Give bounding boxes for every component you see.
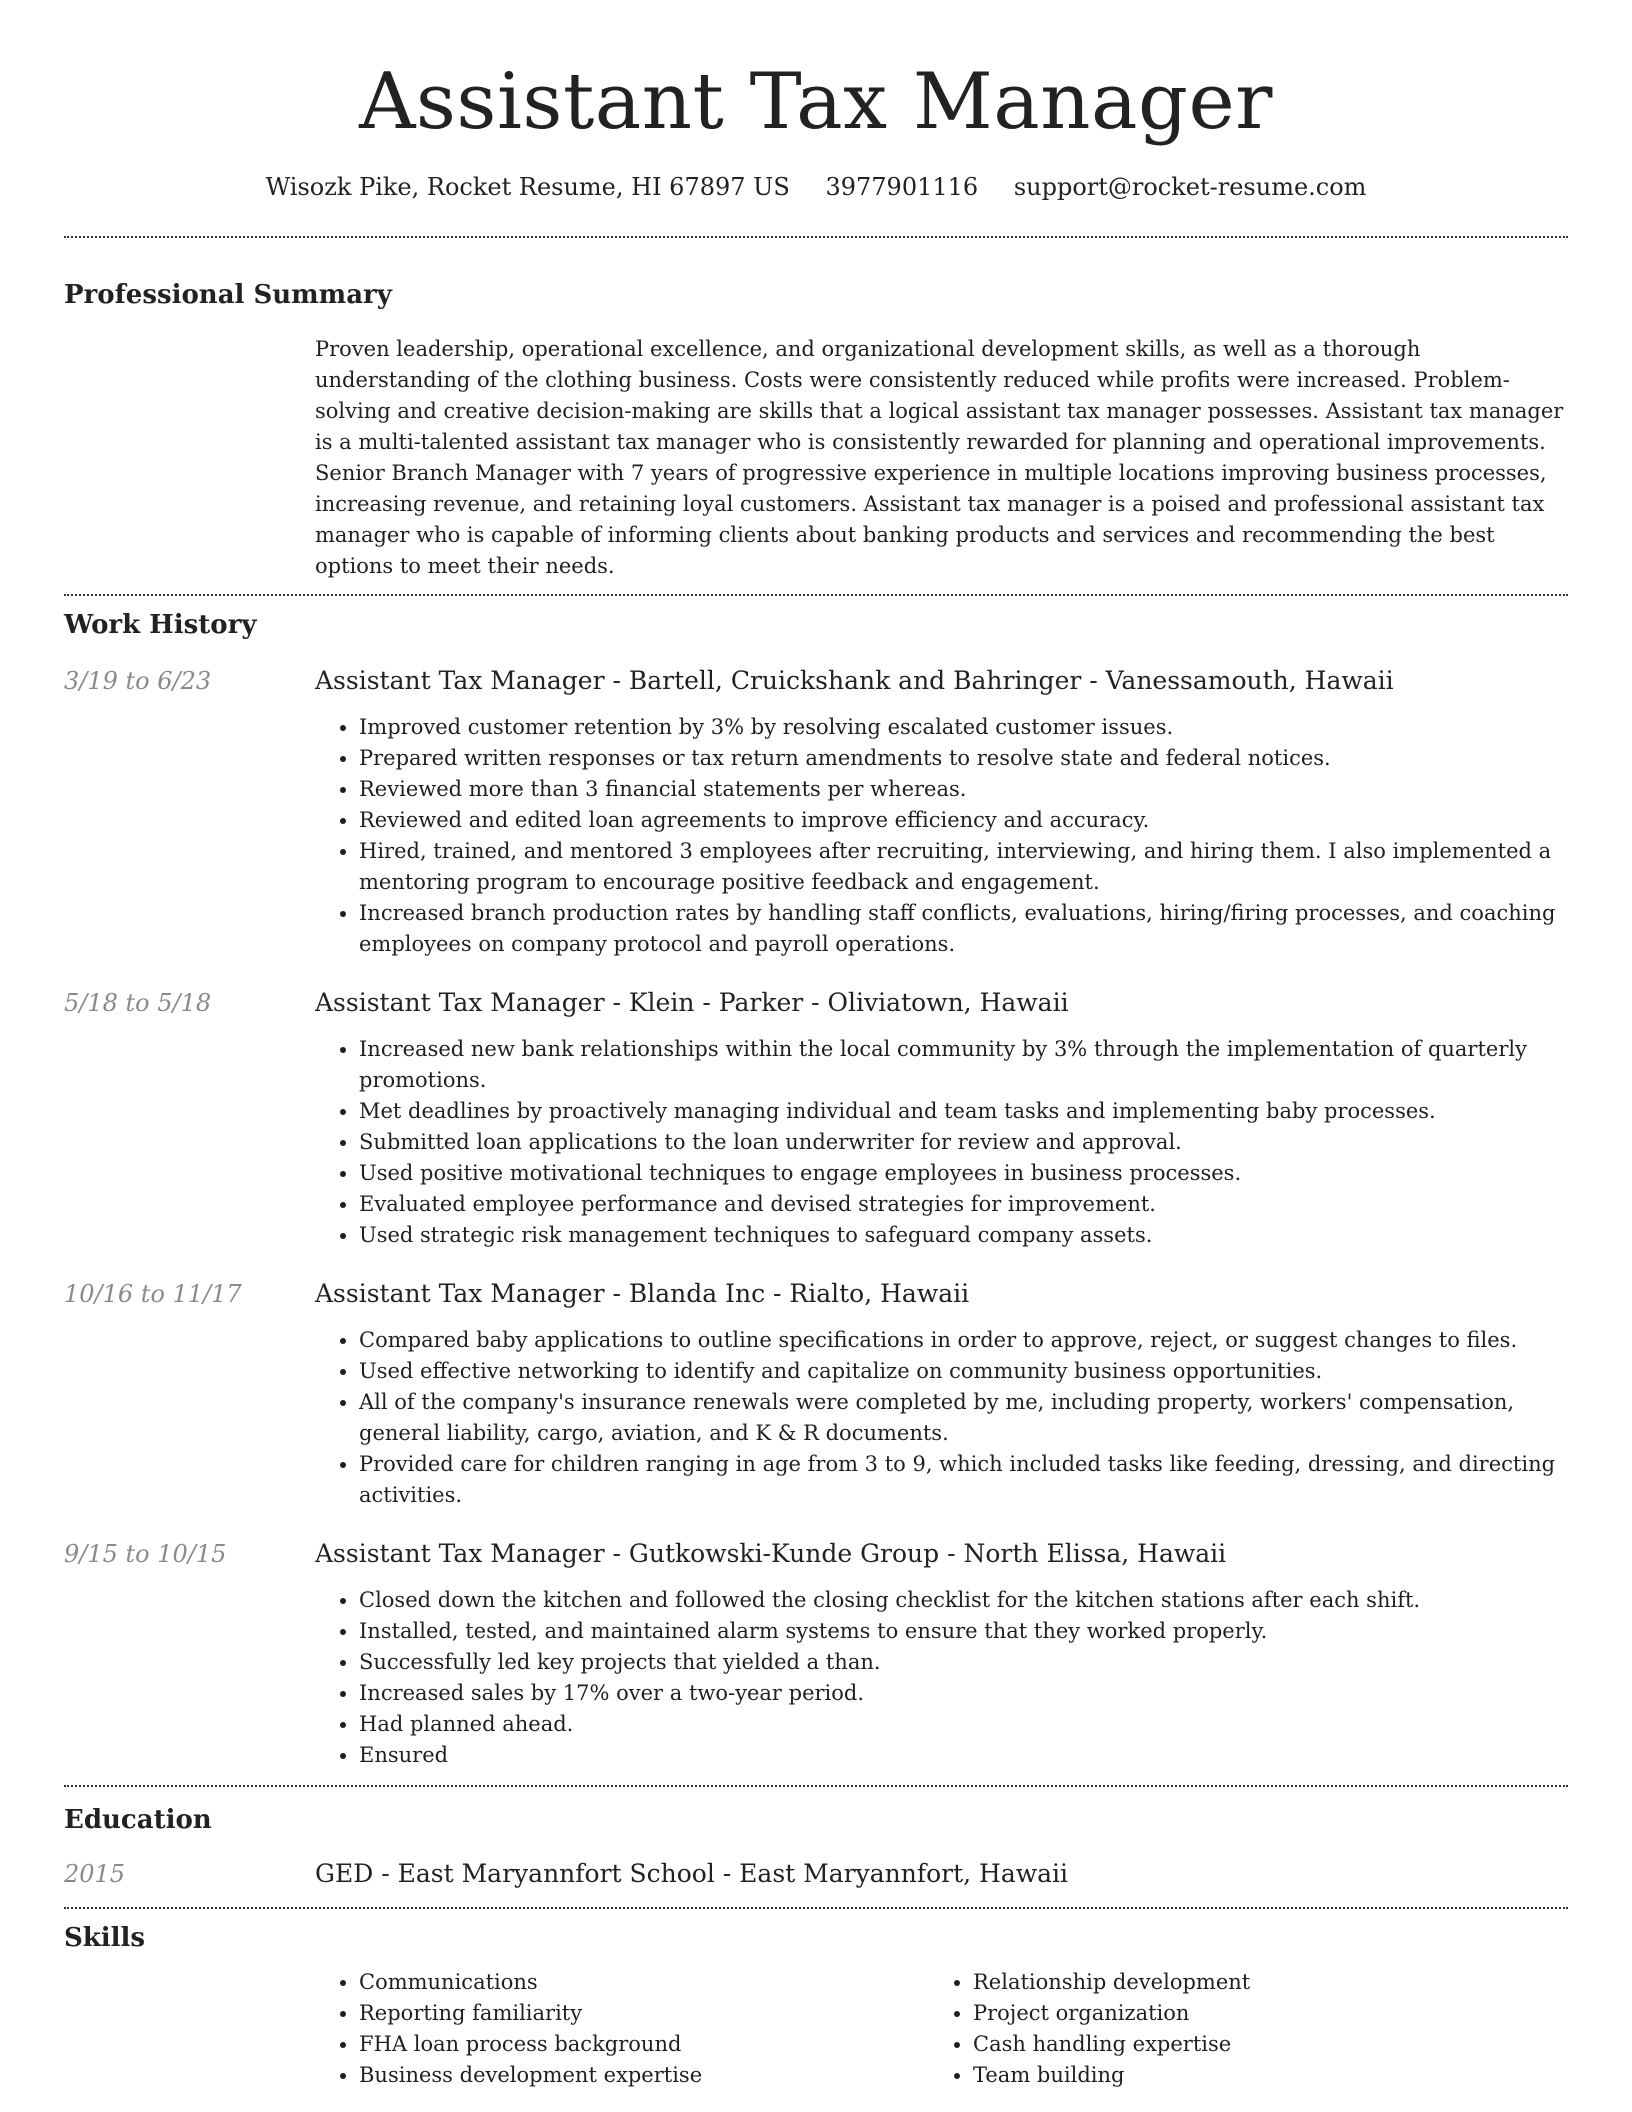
- skill-item: • Business development expertise: [359, 2060, 929, 2091]
- job-bullets: [315, 1034, 1568, 1251]
- job-bullets: [315, 1325, 1568, 1511]
- skills-list: [315, 1967, 1568, 2091]
- job-bullet: • Evaluated employee performance and devised strategies for improvement.: [359, 1189, 1568, 1220]
- job-bullet: • Used positive motivational techniques to engage employees in business processes.: [359, 1158, 1568, 1189]
- job-header: Assistant Tax Manager - Blanda Inc - Rialto, Hawaii: [315, 1279, 970, 1308]
- job-bullet: • Prepared written responses or tax return amendments to resolve state and federal notices.: [359, 743, 1568, 774]
- skill-item: • Relationship development: [973, 1967, 1543, 1998]
- job-entry: [64, 1277, 1568, 1511]
- job-entry: [64, 664, 1568, 960]
- job-bullet: • Closed down the kitchen and followed the closing checklist for the kitchen stations after each shift.: [359, 1585, 1568, 1616]
- contact-email: support@rocket-resume.com: [1013, 173, 1367, 201]
- job-bullets: [315, 712, 1568, 960]
- section-divider: [64, 594, 1568, 596]
- job-bullet: • Ensured: [359, 1740, 1568, 1771]
- section-divider: [64, 236, 1568, 238]
- job-entry: [64, 986, 1568, 1251]
- job-bullets: [315, 1585, 1568, 1771]
- skills-column-left: [315, 1967, 929, 2091]
- resume-title: Assistant Tax Manager: [359, 57, 1273, 147]
- work-history-list: [64, 664, 1568, 1771]
- job-bullet: • Met deadlines by proactively managing individual and team tasks and implementing baby processes.: [359, 1096, 1568, 1127]
- summary-text: Proven leadership, operational excellence, and organizational development skills, as well as a thorough understanding of the clothing business. Costs were consistently reduced while profits were increased. Problem-solving and creative decision-making are skills that a logical assistant tax manager possesses. Assistant tax manager is a multi-talented assistant tax manager who is consistently rewarded for planning and operational improvements. Senior Branch Manager with 7 years of progressive experience in multiple locations improving business processes, increasing revenue, and retaining loyal customers. Assistant tax manager is a poised and professional assistant tax manager who is capable of informing clients about banking products and services and recommending the best options to meet their needs.: [315, 337, 1564, 578]
- job-bullet: • Increased branch production rates by handling staff conflicts, evaluations, hiring/firing processes, and coaching employees on company protocol and payroll operations.: [359, 898, 1568, 960]
- job-dates: 3/19 to 6/23: [64, 667, 212, 695]
- job-bullet: • Provided care for children ranging in age from 3 to 9, which included tasks like feeding, dressing, and directing activities.: [359, 1449, 1568, 1511]
- section-divider: [64, 1785, 1568, 1787]
- contact-phone: 3977901116: [825, 173, 979, 201]
- job-dates: 9/15 to 10/15: [64, 1540, 227, 1568]
- job-dates: 5/18 to 5/18: [64, 989, 212, 1017]
- job-header: Assistant Tax Manager - Bartell, Cruickshank and Bahringer - Vanessamouth, Hawaii: [315, 666, 1394, 695]
- education-year: 2015: [64, 1860, 126, 1888]
- job-bullet: • Increased sales by 17% over a two-year period.: [359, 1678, 1568, 1709]
- skill-item: • FHA loan process background: [359, 2029, 929, 2060]
- skill-item: • Communications: [359, 1967, 929, 1998]
- resume-page: [64, 0, 1568, 2091]
- job-bullet: • Improved customer retention by 3% by resolving escalated customer issues.: [359, 712, 1568, 743]
- job-dates: 10/16 to 11/17: [64, 1280, 242, 1308]
- job-bullet: • Increased new bank relationships within the local community by 3% through the implementation of quarterly promotions.: [359, 1034, 1568, 1096]
- job-bullet: • Successfully led key projects that yielded a than.: [359, 1647, 1568, 1678]
- education-entry: [64, 1857, 1568, 1895]
- skills-heading: Skills: [64, 1923, 146, 1953]
- contact-line: [64, 170, 1568, 204]
- job-header: Assistant Tax Manager - Gutkowski-Kunde Group - North Elissa, Hawaii: [315, 1539, 1227, 1568]
- job-bullet: • Used strategic risk management techniques to safeguard company assets.: [359, 1220, 1568, 1251]
- education-heading: Education: [64, 1805, 212, 1835]
- work-history-heading: Work History: [64, 610, 257, 640]
- job-header: Assistant Tax Manager - Klein - Parker - Oliviatown, Hawaii: [315, 988, 1069, 1017]
- job-bullet: • Installed, tested, and maintained alarm systems to ensure that they worked properly.: [359, 1616, 1568, 1647]
- skill-item: • Cash handling expertise: [973, 2029, 1543, 2060]
- job-bullet: • All of the company's insurance renewals were completed by me, including property, workers' compensation, general liability, cargo, aviation, and K & R documents.: [359, 1387, 1568, 1449]
- skill-item: • Team building: [973, 2060, 1543, 2091]
- skill-item: • Project organization: [973, 1998, 1543, 2029]
- summary-heading: Professional Summary: [64, 280, 392, 310]
- section-divider: [64, 1907, 1568, 1909]
- job-bullet: • Reviewed and edited loan agreements to improve efficiency and accuracy.: [359, 805, 1568, 836]
- job-bullet: • Submitted loan applications to the loan underwriter for review and approval.: [359, 1127, 1568, 1158]
- skills-column-right: [929, 1967, 1543, 2091]
- education-header: GED - East Maryannfort School - East Maryannfort, Hawaii: [315, 1859, 1069, 1888]
- job-bullet: • Compared baby applications to outline specifications in order to approve, reject, or suggest changes to files.: [359, 1325, 1568, 1356]
- skill-item: • Reporting familiarity: [359, 1998, 929, 2029]
- contact-address: Wisozk Pike, Rocket Resume, HI 67897 US: [265, 173, 790, 201]
- job-bullet: • Used effective networking to identify and capitalize on community business opportunities.: [359, 1356, 1568, 1387]
- job-bullet: • Hired, trained, and mentored 3 employees after recruiting, interviewing, and hiring them. I also implemented a mentoring program to encourage positive feedback and engagement.: [359, 836, 1568, 898]
- job-bullet: • Had planned ahead.: [359, 1709, 1568, 1740]
- job-entry: [64, 1537, 1568, 1771]
- job-bullet: • Reviewed more than 3 financial statements per whereas.: [359, 774, 1568, 805]
